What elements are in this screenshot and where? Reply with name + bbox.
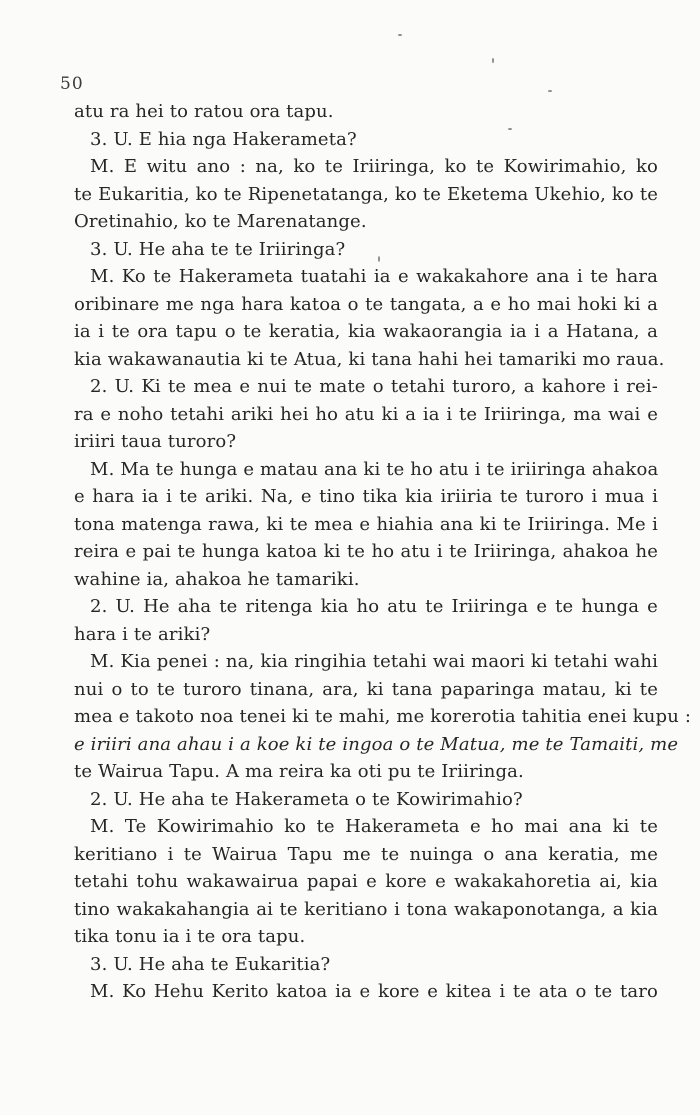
text-line: 2. U. He aha te Hakerameta o te Kowirimahio? xyxy=(90,788,523,810)
text-line: M. Ko te Hakerameta tuatahi ia e wakakahore ana i te hara xyxy=(90,266,658,287)
text-line: wahine ia, ahakoa he tamariki. xyxy=(74,568,360,590)
text-line: ra e noho tetahi ariki hei ho atu ki a ia i te Iriiringa, ma wai e xyxy=(74,403,658,425)
text-line: oribinare me nga hara katoa o te tangata, a e ho mai hoki ki a xyxy=(74,293,658,315)
text-line: te Eukaritia, ko te Ripenetatanga, ko te Eketema Ukehio, ko te xyxy=(74,183,658,205)
text-line: e iriiri ana ahau i a koe ki te ingoa o te Matua, me te Tamaiti, me xyxy=(74,733,679,755)
text-line: M. Ko Hehu Kerito katoa ia e kore e kitea i te ata o te taro xyxy=(90,981,658,1002)
text-line: 3. U. He aha te Eukaritia? xyxy=(90,953,331,975)
text-line: tona matenga rawa, ki te mea e hiahia ana ki te Iriiringa. Me i xyxy=(74,513,658,535)
text-line: 3. U. He aha te te Iriiringa? xyxy=(90,238,346,260)
text-line: 2. U. Ki te mea e nui te mate o tetahi turoro, a kahore i rei- xyxy=(90,376,658,397)
text-line: e hara ia i te ariki. Na, e tino tika kia iriiria te turoro i mua i xyxy=(74,486,658,507)
text-line: atu ra hei to ratou ora tapu. xyxy=(74,101,334,122)
text-line: M. Kia penei : na, kia ringihia tetahi wai maori ki tetahi wahi xyxy=(90,651,658,672)
text-line: nui o to te turoro tinana, ara, ki tana paparinga matau, ki te xyxy=(74,678,658,700)
text-line: M. Ma te hunga e matau ana ki te ho atu i te iriiringa ahakoa xyxy=(90,458,659,480)
text-line: mea e takoto noa tenei ki te mahi, me korerotia tahitia enei kupu : xyxy=(74,706,692,727)
text-line: Oretinahio, ko te Marenatange. xyxy=(74,211,367,232)
ink-speck xyxy=(548,90,552,92)
text-line: kia wakawanautia ki te Atua, ki tana hahi hei tamariki mo raua. xyxy=(74,348,665,370)
ink-speck xyxy=(492,58,494,63)
text-line: M. E witu ano : na, ko te Iriiringa, ko te Kowirimahio, ko xyxy=(90,156,658,177)
page-number: 50 xyxy=(60,74,84,94)
text-line: 2. U. He aha te ritenga kia ho atu te Iriiringa e te hunga e xyxy=(90,596,658,617)
ink-speck xyxy=(398,34,402,36)
text-line: keritiano i te Wairua Tapu me te nuinga o ana keratia, me xyxy=(74,843,658,865)
text-line: iriiri taua turoro? xyxy=(74,431,237,452)
text-line: ia i te ora tapu o te keratia, kia wakaorangia ia i a Hatana, a xyxy=(74,321,658,342)
text-line: reira e pai te hunga katoa ki te ho atu i te Iriiringa, ahakoa he xyxy=(74,541,658,562)
text-line: M. Te Kowirimahio ko te Hakerameta e ho mai ana ki te xyxy=(90,816,658,837)
text-line: tetahi tohu wakawairua papai e kore e wakakahoretia ai, kia xyxy=(74,871,658,892)
text-line: 3. U. E hia nga Hakerameta? xyxy=(90,128,357,150)
text-line: tino wakakahangia ai te keritiano i tona wakaponotanga, a kia xyxy=(74,898,658,920)
text-line: tika tonu ia i te ora tapu. xyxy=(74,926,306,947)
text-line: hara i te ariki? xyxy=(74,623,211,645)
text-line: te Wairua Tapu. A ma reira ka oti pu te Iriiringa. xyxy=(74,761,524,782)
